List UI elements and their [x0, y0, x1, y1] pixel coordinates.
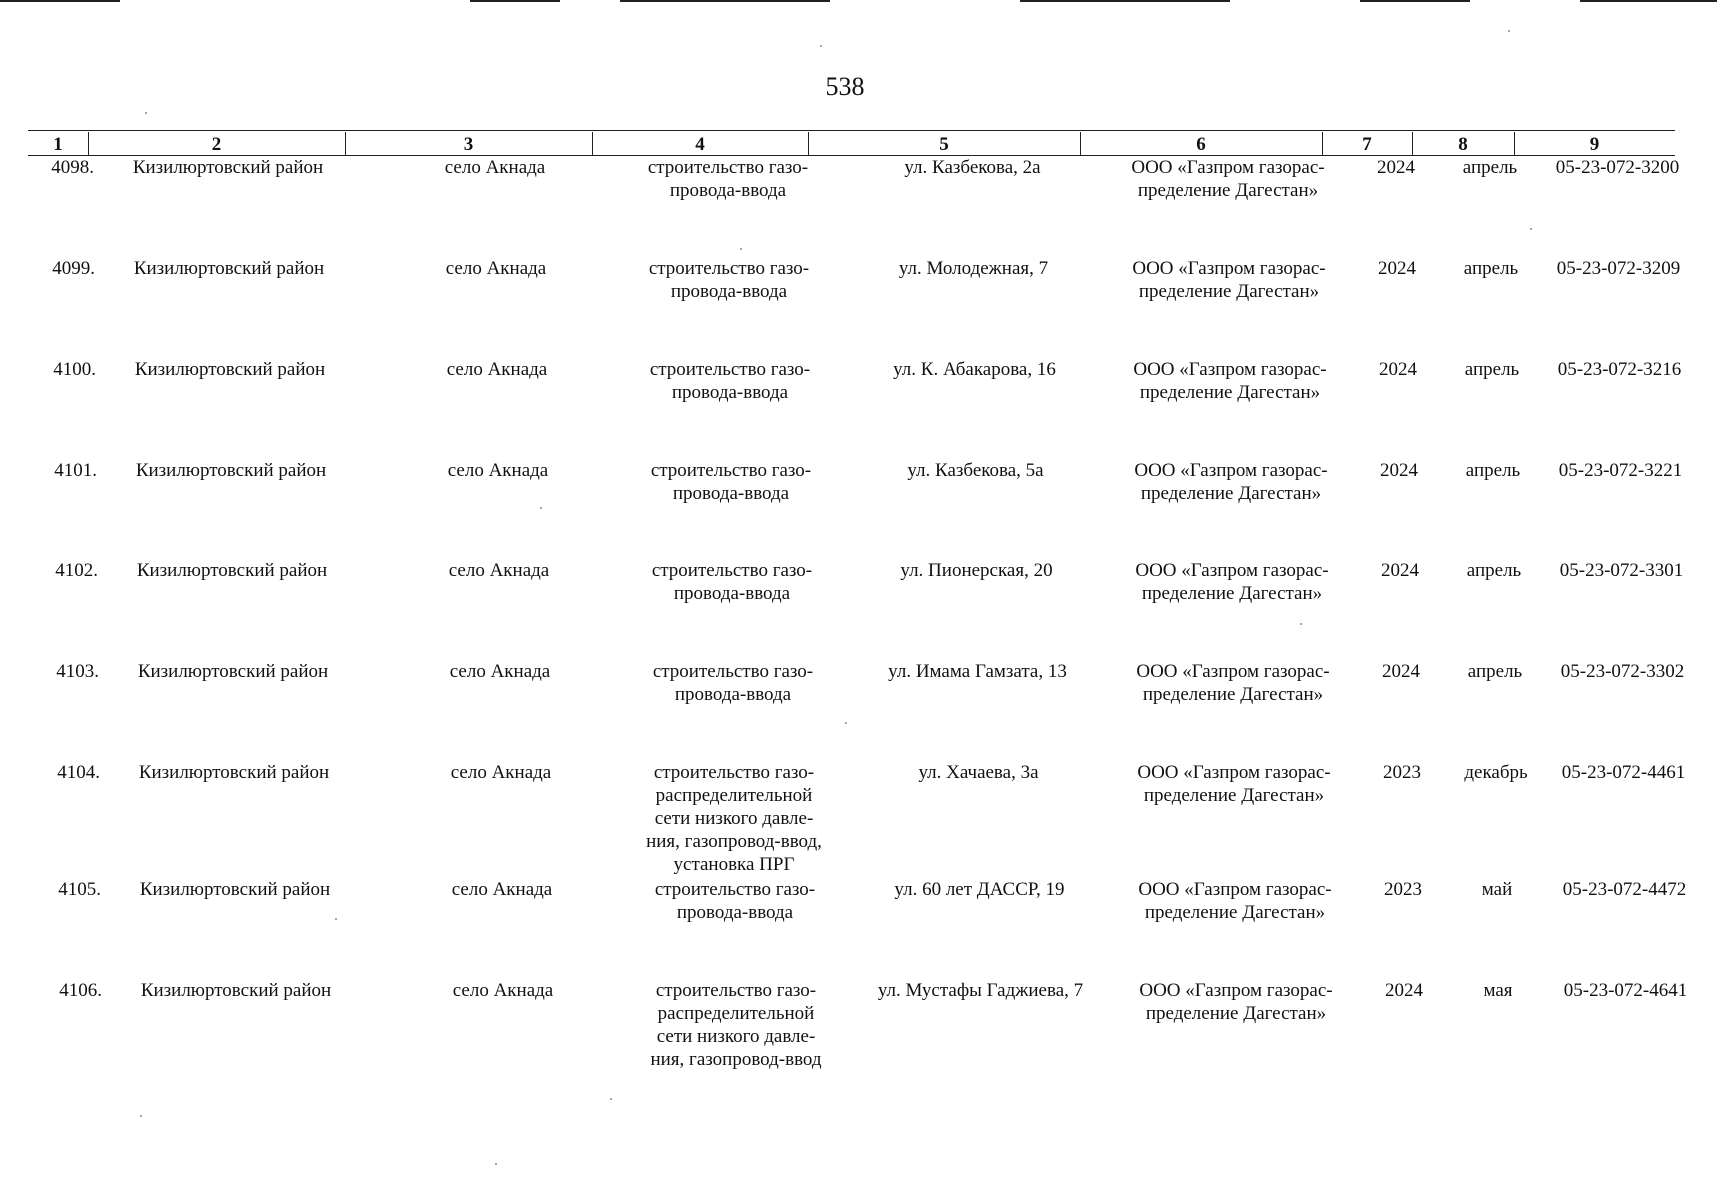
organization-cell-line: ООО «Газпром газорас-	[1134, 460, 1328, 481]
work-description-cell-line: установка ПРГ	[673, 854, 795, 875]
work-description-cell-line: строительство газо-	[650, 460, 812, 481]
scan-edge-mark	[1020, 0, 1230, 2]
organization-cell	[1110, 559, 1354, 605]
column-header: 2	[211, 134, 222, 155]
work-description-cell-line: строительство газо-	[653, 762, 815, 783]
scan-edge-mark	[470, 0, 560, 2]
scan-edge-mark	[0, 0, 120, 2]
organization-cell	[1114, 979, 1358, 1025]
organization-cell-line: ООО «Газпром газорас-	[1131, 157, 1325, 178]
object-code-cell: 05-23-072-3302	[1560, 661, 1685, 682]
address-cell: ул. Казбекова, 2а	[904, 157, 1041, 178]
row-number: 4106.	[59, 980, 102, 1001]
object-code-cell: 05-23-072-3200	[1555, 157, 1680, 178]
work-description-cell-line: провода-ввода	[671, 382, 789, 403]
organization-cell-line: пределение Дагестан»	[1138, 281, 1320, 302]
organization-cell	[1111, 660, 1355, 706]
work-description-cell-line: провода-ввода	[669, 180, 787, 201]
work-description-cell	[619, 257, 839, 303]
district-cell: Кизилюртовский район	[135, 460, 327, 481]
row-number: 4102.	[55, 560, 98, 581]
year-cell: 2024	[1380, 460, 1418, 481]
organization-cell-line: пределение Дагестан»	[1144, 902, 1326, 923]
locality-cell: село Акнада	[446, 359, 548, 380]
locality-cell: село Акнада	[450, 762, 552, 783]
locality-cell: село Акнада	[448, 560, 550, 581]
year-cell: 2024	[1382, 661, 1420, 682]
address-cell: ул. К. Абакарова, 16	[893, 359, 1056, 380]
month-cell: мая	[1483, 980, 1513, 1001]
work-description-cell-line: сети низкого давле-	[656, 1026, 816, 1047]
work-description-cell	[624, 761, 844, 876]
work-description-cell	[623, 660, 843, 706]
scan-speck	[820, 45, 822, 47]
organization-cell	[1106, 156, 1350, 202]
year-cell: 2024	[1381, 560, 1419, 581]
scan-speck	[145, 112, 147, 114]
work-description-cell-line: строительство газо-	[652, 661, 814, 682]
year-cell: 2024	[1379, 359, 1417, 380]
organization-cell	[1113, 878, 1357, 924]
scan-speck	[1530, 228, 1532, 230]
row-number: 4099.	[52, 258, 95, 279]
district-cell: Кизилюртовский район	[136, 560, 328, 581]
work-description-cell-line: строительство газо-	[647, 157, 809, 178]
organization-cell-line: пределение Дагестан»	[1139, 382, 1321, 403]
object-code-cell: 05-23-072-4641	[1563, 980, 1688, 1001]
month-cell: май	[1481, 879, 1513, 900]
month-cell: апрель	[1465, 460, 1521, 481]
scan-speck	[140, 1115, 142, 1117]
address-cell: ул. 60 лет ДАССР, 19	[894, 879, 1065, 900]
work-description-cell-line: строительство газо-	[655, 980, 817, 1001]
page-number: 538	[825, 72, 865, 101]
object-code-cell: 05-23-072-3221	[1558, 460, 1683, 481]
work-description-cell-line: строительство газо-	[654, 879, 816, 900]
month-cell: апрель	[1464, 359, 1520, 380]
column-header: 7	[1362, 134, 1372, 155]
row-number: 4104.	[57, 762, 100, 783]
scan-speck	[845, 722, 847, 724]
work-description-cell-line: распределительной	[655, 785, 813, 806]
scan-edge-mark	[620, 0, 830, 2]
table-header-row	[28, 132, 1675, 156]
work-description-cell	[625, 878, 845, 924]
organization-cell-line: пределение Дагестан»	[1141, 583, 1323, 604]
organization-cell-line: ООО «Газпром газорас-	[1133, 359, 1327, 380]
organization-cell-line: пределение Дагестан»	[1140, 483, 1322, 504]
row-number: 4103.	[56, 661, 99, 682]
scan-speck	[1300, 623, 1302, 625]
work-description-cell-line: ния, газопровод-ввод,	[646, 831, 822, 852]
district-cell: Кизилюртовский район	[140, 980, 332, 1001]
work-description-cell	[622, 559, 842, 605]
locality-cell: село Акнада	[445, 258, 547, 279]
row-number: 4101.	[54, 460, 97, 481]
address-cell: ул. Молодежная, 7	[898, 258, 1049, 279]
organization-cell	[1107, 257, 1351, 303]
locality-cell: село Акнада	[452, 980, 554, 1001]
month-cell: декабрь	[1464, 762, 1528, 783]
scan-edge-mark	[1360, 0, 1470, 2]
organization-cell	[1109, 459, 1353, 505]
row-number: 4105.	[58, 879, 101, 900]
work-description-cell	[626, 979, 846, 1071]
address-cell: ул. Имама Гамзата, 13	[888, 661, 1067, 682]
work-description-cell	[620, 358, 840, 404]
organization-cell-line: ООО «Газпром газорас-	[1139, 980, 1333, 1001]
column-header: 9	[1589, 134, 1600, 155]
year-cell: 2024	[1377, 157, 1415, 178]
row-number: 4100.	[53, 359, 96, 380]
column-header: 8	[1458, 134, 1468, 155]
organization-cell	[1112, 761, 1356, 807]
work-description-cell-line: строительство газо-	[648, 258, 810, 279]
scan-speck	[540, 507, 542, 509]
header-top-rule	[28, 130, 1675, 131]
scan-edge-mark	[1580, 0, 1717, 2]
work-description-cell	[621, 459, 841, 505]
month-cell: апрель	[1462, 157, 1518, 178]
year-cell: 2024	[1385, 980, 1423, 1001]
organization-cell	[1108, 358, 1352, 404]
month-cell: апрель	[1466, 560, 1522, 581]
column-header: 1	[53, 134, 63, 155]
scan-speck	[610, 1098, 612, 1100]
work-description-cell-line: сети низкого давле-	[654, 808, 814, 829]
work-description-cell-line: провода-ввода	[673, 583, 791, 604]
organization-cell-line: пределение Дагестан»	[1145, 1003, 1327, 1024]
work-description-cell-line: строительство газо-	[649, 359, 811, 380]
organization-cell-line: пределение Дагестан»	[1143, 785, 1325, 806]
row-number: 4098.	[51, 157, 94, 178]
column-header: 6	[1196, 134, 1206, 155]
work-description-cell	[618, 156, 838, 202]
address-cell: ул. Казбекова, 5а	[907, 460, 1044, 481]
column-header: 4	[695, 134, 705, 155]
work-description-cell-line: провода-ввода	[674, 684, 792, 705]
district-cell: Кизилюртовский район	[134, 359, 326, 380]
object-code-cell: 05-23-072-3301	[1559, 560, 1684, 581]
work-description-cell-line: провода-ввода	[676, 902, 794, 923]
district-cell: Кизилюртовский район	[137, 661, 329, 682]
work-description-cell-line: строительство газо-	[651, 560, 813, 581]
object-code-cell: 05-23-072-3209	[1556, 258, 1681, 279]
organization-cell-line: пределение Дагестан»	[1142, 684, 1324, 705]
district-cell: Кизилюртовский район	[133, 258, 325, 279]
year-cell: 2023	[1383, 762, 1421, 783]
year-cell: 2023	[1384, 879, 1422, 900]
work-description-cell-line: провода-ввода	[670, 281, 788, 302]
object-code-cell: 05-23-072-3216	[1557, 359, 1682, 380]
month-cell: апрель	[1463, 258, 1519, 279]
organization-cell-line: ООО «Газпром газорас-	[1135, 560, 1329, 581]
year-cell: 2024	[1378, 258, 1416, 279]
organization-cell-line: пределение Дагестан»	[1137, 180, 1319, 201]
object-code-cell: 05-23-072-4461	[1561, 762, 1686, 783]
scan-speck	[740, 248, 742, 250]
month-cell: апрель	[1467, 661, 1523, 682]
organization-cell-line: ООО «Газпром газорас-	[1138, 879, 1332, 900]
object-code-cell: 05-23-072-4472	[1562, 879, 1687, 900]
organization-cell-line: ООО «Газпром газорас-	[1137, 762, 1331, 783]
column-header: 5	[939, 134, 949, 155]
district-cell: Кизилюртовский район	[139, 879, 331, 900]
address-cell: ул. Мустафы Гаджиева, 7	[877, 980, 1084, 1001]
scan-speck	[495, 1163, 497, 1165]
address-cell: ул. Пионерская, 20	[900, 560, 1053, 581]
work-description-cell-line: провода-ввода	[672, 483, 790, 504]
scan-speck	[1508, 30, 1510, 32]
locality-cell: село Акнада	[449, 661, 551, 682]
district-cell: Кизилюртовский район	[138, 762, 330, 783]
organization-cell-line: ООО «Газпром газорас-	[1136, 661, 1330, 682]
column-header: 3	[463, 134, 474, 155]
locality-cell: село Акнада	[451, 879, 553, 900]
address-cell: ул. Хачаева, 3а	[918, 762, 1039, 783]
district-cell: Кизилюртовский район	[132, 157, 324, 178]
work-description-cell-line: распределительной	[657, 1003, 815, 1024]
scan-speck	[335, 918, 337, 920]
organization-cell-line: ООО «Газпром газорас-	[1132, 258, 1326, 279]
locality-cell: село Акнада	[447, 460, 549, 481]
locality-cell: село Акнада	[444, 157, 546, 178]
work-description-cell-line: ния, газопровод-ввод	[650, 1049, 822, 1070]
